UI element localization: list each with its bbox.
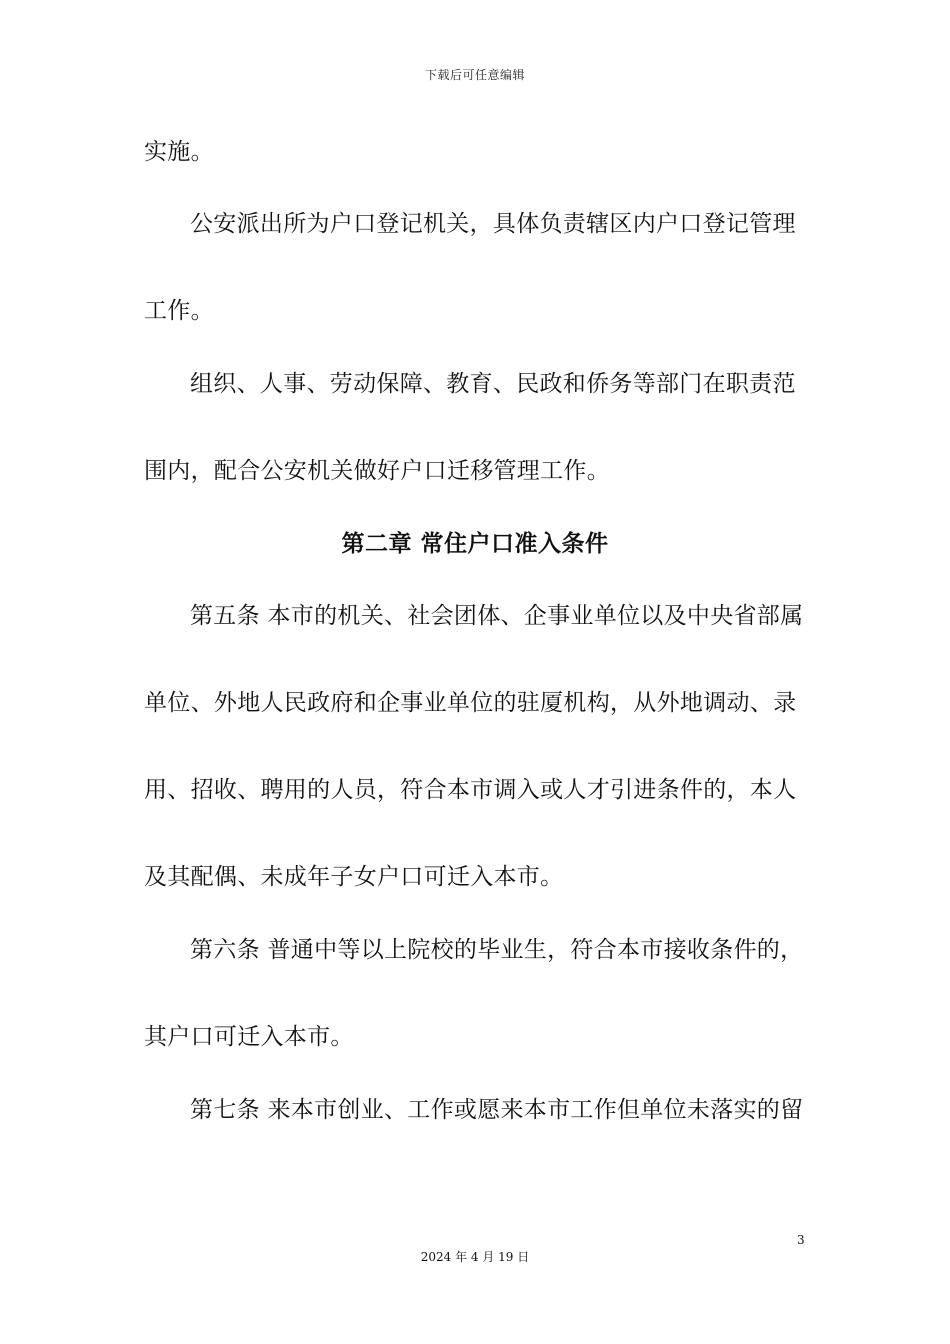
paragraph-line: 公安派出所为户口登记机关，具体负责辖区内户口登记管理 [190, 211, 796, 237]
paragraph-line: 实施。 [144, 139, 214, 165]
paragraph-line: 组织、人事、劳动保障、教育、民政和侨务等部门在职责范 [190, 371, 796, 397]
paragraph-line: 用、招收、聘用的人员，符合本市调入或人才引进条件的，本人 [144, 777, 797, 803]
paragraph-line: 第六条 普通中等以上院校的毕业生，符合本市接收条件的， [190, 937, 804, 963]
paragraph-line: 及其配偶、未成年子女户口可迁入本市。 [144, 864, 564, 890]
paragraph-line: 第五条 本市的机关、社会团体、企事业单位以及中央省部属 [190, 603, 804, 629]
paragraph-line: 单位、外地人民政府和企事业单位的驻厦机构，从外地调动、录 [144, 690, 797, 716]
paragraph-line: 第七条 来本市创业、工作或愿来本市工作但单位未落实的留 [190, 1097, 804, 1123]
paragraph-line: 工作。 [144, 298, 214, 324]
paragraph-line: 其户口可迁入本市。 [144, 1024, 354, 1050]
paragraph-line: 围内，配合公安机关做好户口迁移管理工作。 [144, 458, 610, 484]
chapter-heading: 第二章 常住户口准入条件 [341, 531, 609, 557]
page-header: 下载后可任意编辑 [424, 68, 525, 82]
footer-date: 2024 年 4 月 19 日 [420, 1250, 530, 1264]
page-number: 3 [797, 1233, 805, 1247]
